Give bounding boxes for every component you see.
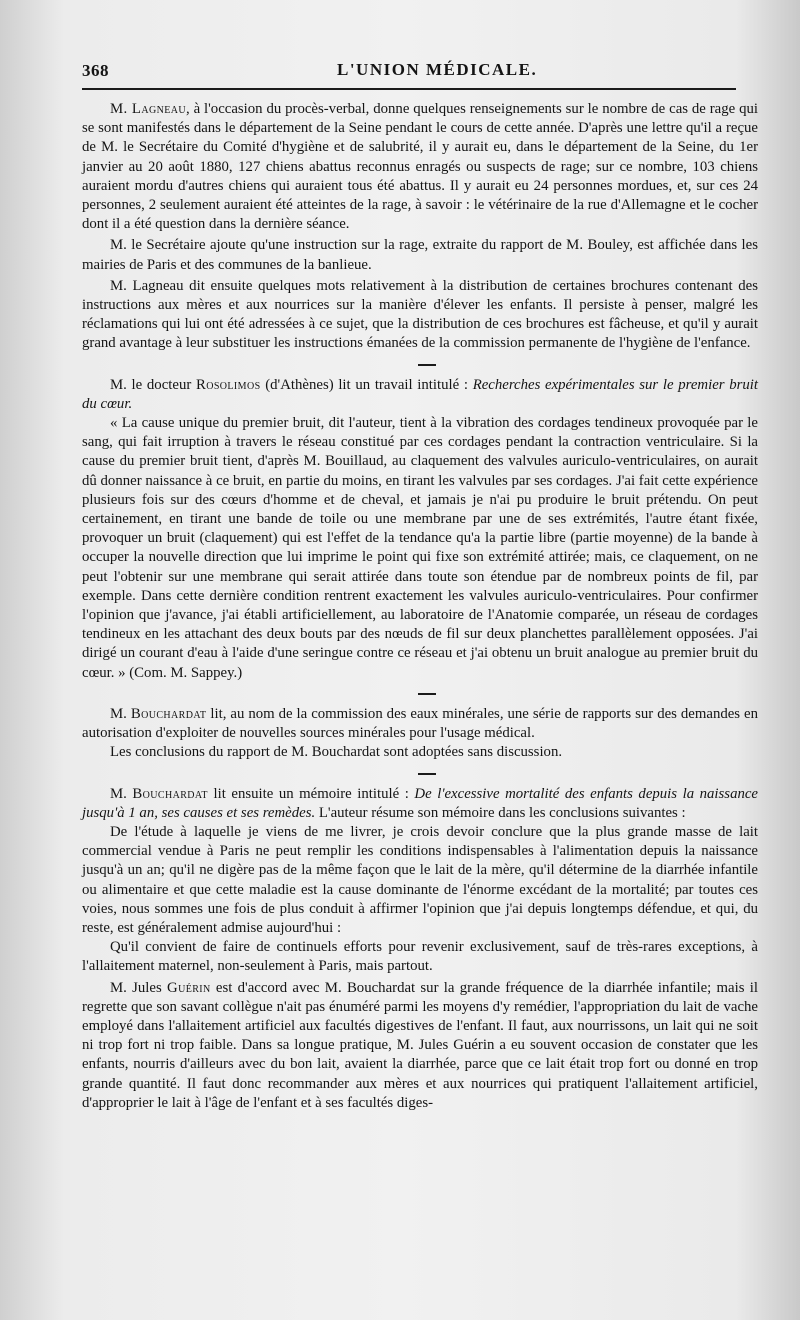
speaker-name: Guérin: [167, 979, 211, 996]
paragraph-mid: lit ensuite un mémoire intitulé :: [207, 785, 415, 802]
speaker-name: Bouchardat: [132, 785, 208, 802]
paragraph-conclusion-lait: De l'étude à laquelle je viens de me livrer, je crois devoir conclure que la plus grande masse de lait commercial vendue à Paris ne peut remplir les conditions indispensables à l'alimentation depuis la naissance jusqu'à un an; qu'il ne digère pas de la même façon que le lait de la mère, qu'il détermine de la diarrhée infantile ou alimentaire et que cette maladie est la cause dominante de l'énorme excédant de la mortalité; par toutes ces voies, nous sommes une fois de plus conduit à affirmer l'opinion que j'ai depuis longtemps défendue, et qui, du reste, est généralement admise aujourd'hui :: [82, 823, 758, 936]
section-separator: [418, 693, 436, 695]
paragraph-bouchardat-memoire: [82, 785, 758, 823]
paragraph-lead: M.: [110, 705, 131, 722]
paragraph-mid: (d'Athènes) lit un travail intitulé :: [260, 376, 473, 393]
section-separator: [418, 773, 436, 775]
work-title: De l'excessive mortalité des enfants depuis la naissance jusqu'à 1 an, ses causes et ses remèdes.: [82, 785, 758, 821]
speaker-name: M. Lagneau: [110, 101, 186, 117]
paragraph-conclusions-adoptees: Les conclusions du rapport de M. Bouchardat sont adoptées sans discussion.: [110, 744, 563, 761]
speaker-name: Bouchardat: [130, 705, 207, 722]
paragraph-lead: M. Jules: [110, 979, 168, 996]
work-title: Recherches expérimentales sur le premier bruit du cœur.: [82, 376, 758, 412]
paragraph-lead: M.: [110, 785, 133, 802]
paragraph-lagneau-brochures: M. Lagneau dit ensuite quelques mots relativement à la distribution de certaines brochures contenant des instructions aux mères et aux nourrices sur la manière d'élever les enfants. Il persiste à penser, malgré les réclamations qui lui ont été adressées à ce sujet, que la distribution de ces brochures est fâcheuse, et qu'il y aurait grand avantage à leur substituer les instructions émanées de la commission permanente de l'hygiène de l'enfance.: [82, 277, 758, 352]
paragraph-text: est d'accord avec M. Bouchardat sur la grande fréquence de la diarrhée infantile; mais il regrette que son savant collègue n'ait pas énuméré parmi les moyens d'y remédier, l'appropriation du lait de vache employé dans l'allaitement artificiel aux facultés digestives de l'enfant. Il faut, aux nourrissons, un lait qui ne soit ni trop fort ni trop faible. Dans sa longue pratique, M. Jules Guérin a eu souvent occasion de constater que les enfants, nourris d'ailleurs avec du bon lait, avaient la diarrhée, parce que ce lait était trop fort ou donné en trop grande quantité. Il faut donc recommander aux mères et aux nourrices qui pratiquent l'allaitement artificiel, d'approprier le lait à l'âge de l'enfant et à ses facultés diges-: [82, 979, 758, 1111]
paragraph-lagneau-rage: [82, 100, 758, 234]
paragraph-text: , à l'occasion du procès-verbal, donne quelques renseignements sur le nombre de cas de rage qui se sont manifestés dans le département de la Seine pendant le cours de cette année. D'après une lettre qu'il a reçue de M. le Secrétaire du Comité d'hygiène et de salubrité, il y aurait eu, dans le département de la Seine, du 1er janvier au 20 août 1880, 127 chiens abattus reconnus enragés ou suspects de rage; sur ce nombre, 103 chiens auraient mordu d'autres chiens qui auraient tous été abattus. Il y aurait eu 24 personnes mordues, et, sur ces 24 personnes, 2 seulement auraient été atteintes de la rage, à savoir : le vétérinaire de la rue d'Allemagne et le cocher dont il a été question dans la dernière séance.: [82, 101, 758, 233]
paragraph-bouchardat-eaux: [82, 705, 758, 743]
paragraph-lead: M. le docteur: [110, 376, 196, 393]
paragraph-tail: L'auteur résume son mémoire dans les conclusions suivantes :: [315, 804, 686, 821]
paragraph-quote-coeur: « La cause unique du premier bruit, dit l'auteur, tient à la vibration des cordages tendineux provoquée par le sang, qui fait irruption à travers le réseau constitué par ces cordages pendant la contraction ventriculaire. Si la cause du premier bruit tient, d'après M. Bouillaud, au claquement des valvules auriculo-ventriculaires, on aurait dû donner naissance à ce bruit, en partie du moins, en tirant les valvules par ses cordages. J'ai fait cette expérience plusieurs fois sur des cœurs d'homme et de cheval, et jamais je n'ai pu produire le bruit prétendu. On peut certainement, en tirant une bande de toile ou une membrane par une de ses extrémités, l'autre étant fixée, provoquer un bruit (claquement) qui est l'effet de la tendance qu'a la partie libre (partie moyenne) de la bande à occuper la nouvelle direction que lui imprime le point qui fixe son extrémité attirée; mais, ce claquement, on ne peut l'obtenir sur une membrane qui serait attirée dans toute son étendue par de nombreux points de fil, par exemple. Dans cette dernière condition rentrent exactement les valvules auriculo-ventriculaires. Pour confirmer l'opinion que j'avance, j'ai établi artificiellement, au laboratoire de l'Anatomie comparée, un réseau de cordages tendineux en les attachant des deux bouts par des nœuds de fil sur deux planchettes parallèlement opposées. J'ai dirigé un courant d'eau à l'aide d'une seringue contre ce réseau et j'ai obtenu un bruit analogue au premier bruit du cœur. » (Com. M. Sappey.): [82, 415, 758, 681]
page-number: 368: [82, 61, 109, 80]
paragraph-text: lit, au nom de la commission des eaux minérales, une série de rapports sur des demandes en autorisation d'exploiter de nouvelles sources minérales pour l'usage médical.: [82, 705, 759, 742]
paragraph-allaitement-maternel: Qu'il convient de faire de continuels efforts pour revenir exclusivement, sauf de très-rares exceptions, à l'allaitement maternel, non-seulement à Paris, mais partout.: [82, 939, 758, 975]
page-header: [82, 50, 736, 90]
speaker-name: Rosolimos: [195, 376, 261, 393]
section-separator: [418, 364, 436, 366]
paragraph-guerin: [82, 979, 758, 1113]
paragraph-rosolimos: [82, 376, 758, 414]
paragraph-secretaire: M. le Secrétaire ajoute qu'une instruction sur la rage, extraite du rapport de M. Bouley, est affichée dans les mairies de Paris et des communes de la banlieue.: [82, 237, 758, 273]
article-body: [82, 100, 758, 1113]
running-title: L'UNION MÉDICALE.: [337, 60, 538, 79]
